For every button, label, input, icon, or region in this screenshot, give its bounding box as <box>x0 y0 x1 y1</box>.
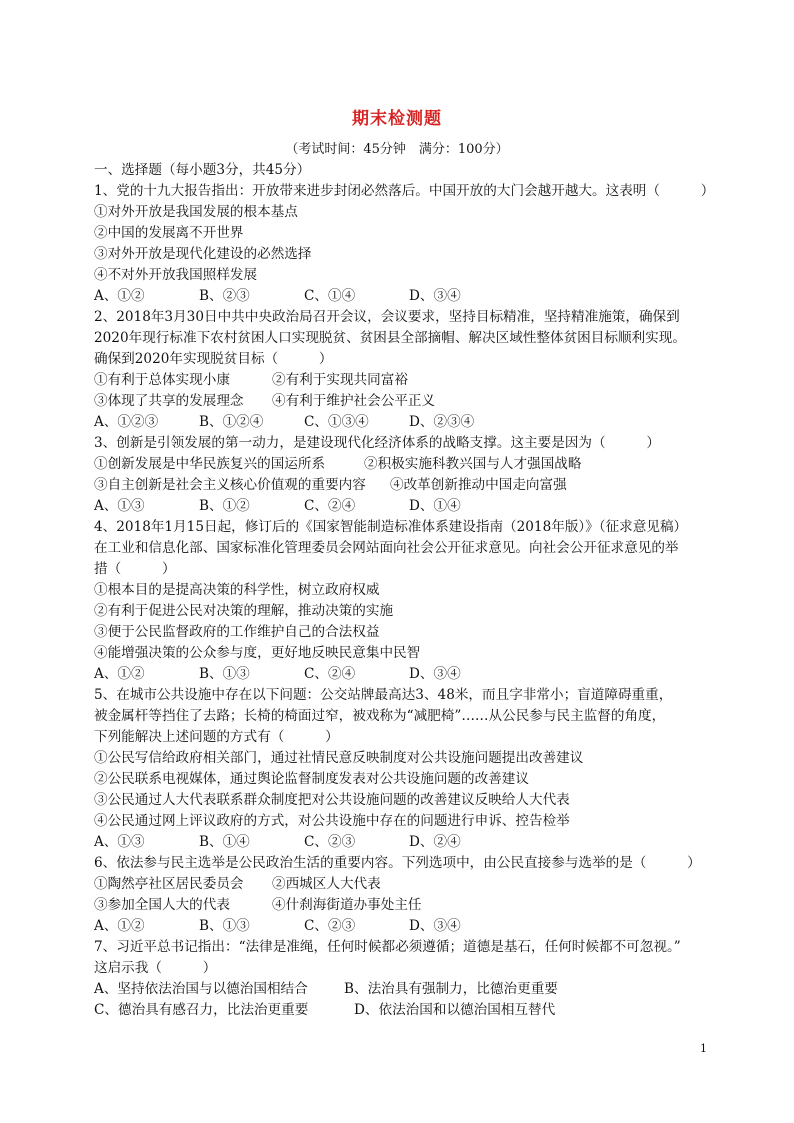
option-c: C、②③ <box>304 834 356 850</box>
question-5-stem: 被金属杆等挡住了去路；长椅的椅面过窄，被戏称为“减肥椅”……从公民参与民主监督的角度， <box>94 708 666 724</box>
question-3-stem: 3、创新是引领发展的第一动力，是建设现代化经济体系的战略支撑。这主要是因为（ ） <box>94 435 660 451</box>
question-7-options-row <box>94 979 726 1000</box>
option-d: D、③④ <box>409 666 461 682</box>
question-4-stem: 在工业和信息化部、国家标准化管理委员会网站面向社会公开征求意见。向社会公开征求意见的举 <box>94 540 679 556</box>
option-a: A、坚持依法治国与以德治国相结合 <box>94 981 308 997</box>
question-2-items-row <box>94 370 726 391</box>
question-1-options <box>94 286 726 307</box>
question-4-item: ③便于公民监督政府的工作维护自己的合法权益 <box>94 624 380 640</box>
option-a: A、①② <box>94 918 145 934</box>
question-3-item: ④改革创新推动中国走向富强 <box>390 477 567 493</box>
question-3-items-row <box>94 454 726 475</box>
question-1-item: ④不对外开放我国照样发展 <box>94 267 258 283</box>
question-6-stem: 6、依法参与民主选举是公民政治生活的重要内容。下列选项中，由公民直接参与选举的是（ ） <box>94 855 701 871</box>
question-2-item: ③体现了共享的发展理念 <box>94 393 244 409</box>
question-4-options <box>94 664 726 685</box>
option-a: A、①③ <box>94 498 145 514</box>
question-2-stem: 确保到2020年实现脱贫目标（ ） <box>94 351 333 367</box>
question-5-item: ②公民联系电视媒体，通过舆论监督制度发表对公共设施问题的改善建议 <box>94 771 529 787</box>
question-3-item: ③自主创新是社会主义核心价值观的重要内容 <box>94 477 366 493</box>
question-2-stem: 2020年现行标准下农村贫困人口实现脱贫、贫困县全部摘帽、解决区域性整体贫困目标顺利实现。 <box>94 330 686 346</box>
question-3-options <box>94 496 726 517</box>
question-4-stem: 措（ ） <box>94 561 176 577</box>
question-6-items-row <box>94 874 726 895</box>
question-2-stem: 2、2018年3月30日中共中央政治局召开会议，会议要求，坚持目标精准，坚持精准施策，确保到 <box>94 309 680 325</box>
option-c: C、①④ <box>304 288 356 304</box>
option-b: B、①③ <box>199 918 250 934</box>
page-title: 期末检测题 <box>352 109 442 129</box>
question-5-stem: 下列能解决上述问题的方式有（ ） <box>94 729 339 745</box>
option-b: B、①② <box>199 498 250 514</box>
question-3-items-row <box>94 475 726 496</box>
question-3-item: ②积极实施科教兴国与人才强国战略 <box>364 456 582 472</box>
option-d: D、②④ <box>409 834 461 850</box>
exam-info: （考试时间：45分钟 满分：100分） <box>285 142 509 157</box>
option-c: C、德治具有感召力，比法治更重要 <box>94 1002 309 1018</box>
option-d: D、③④ <box>409 288 461 304</box>
option-a: A、①②③ <box>94 414 159 430</box>
option-d: D、①④ <box>409 498 461 514</box>
question-1-stem: 1、党的十九大报告指出：开放带来进步封闭必然落后。中国开放的大门会越开越大。这表明（ ） <box>94 183 715 199</box>
option-a: A、①② <box>94 288 145 304</box>
option-c: C、①③④ <box>304 414 369 430</box>
question-2-item: ①有利于总体实现小康 <box>94 372 230 388</box>
question-5-item: ③公民通过人大代表联系群众制度把对公共设施问题的改善建议反映给人大代表 <box>94 792 570 808</box>
option-a: A、①② <box>94 666 145 682</box>
question-5-item: ④公民通过网上评议政府的方式，对公共设施中存在的问题进行申诉、控告检举 <box>94 813 570 829</box>
question-6-options <box>94 916 726 937</box>
option-b: B、①④ <box>199 834 250 850</box>
option-b: B、①③ <box>199 666 250 682</box>
question-7-stem: 这启示我（ ） <box>94 960 217 976</box>
question-4-item: ④能增强决策的公众参与度，更好地反映民意集中民智 <box>94 645 421 661</box>
option-c: C、②④ <box>304 498 356 514</box>
question-5-item: ①公民写信给政府相关部门，通过社情民意反映制度对公共设施问题提出改善建议 <box>94 750 584 766</box>
question-body <box>94 160 726 1021</box>
question-1-item: ③对外开放是现代化建设的必然选择 <box>94 246 312 262</box>
option-c: C、②④ <box>304 666 356 682</box>
section-heading: 一、选择题（每小题3分，共45分） <box>94 162 311 178</box>
question-4-item: ②有利于促进公民对决策的理解，推动决策的实施 <box>94 603 394 619</box>
option-a: A、①③ <box>94 834 145 850</box>
question-3-item: ①创新发展是中华民族复兴的国运所系 <box>94 456 326 472</box>
question-2-items-row <box>94 391 726 412</box>
question-7-options-row <box>94 1000 726 1021</box>
question-6-item: ④什刹海街道办事处主任 <box>272 897 422 913</box>
question-6-item: ③参加全国人大的代表 <box>94 897 230 913</box>
question-6-items-row <box>94 895 726 916</box>
question-4-stem: 4、2018年1月15日起，修订后的《国家智能制造标准体系建设指南（2018年版）》（征求意见稿） <box>94 519 688 535</box>
option-b: B、①②④ <box>199 414 264 430</box>
question-2-options <box>94 412 726 433</box>
question-2-item: ④有利于维护社会公平正义 <box>272 393 436 409</box>
question-4-item: ①根本目的是提高决策的科学性，树立政府权威 <box>94 582 380 598</box>
question-2-item: ②有利于实现共同富裕 <box>272 372 408 388</box>
option-d: D、③④ <box>409 918 461 934</box>
question-7-stem: 7、习近平总书记指出：“法律是准绳，任何时候都必须遵循；道德是基石，任何时候都不可忽视。” <box>94 939 681 955</box>
question-1-item: ①对外开放是我国发展的根本基点 <box>94 204 298 220</box>
option-c: C、②③ <box>304 918 356 934</box>
option-b: B、法治具有强制力，比德治更重要 <box>344 981 558 997</box>
option-d: D、②③④ <box>409 414 475 430</box>
option-b: B、②③ <box>199 288 250 304</box>
question-5-stem: 5、在城市公共设施中存在以下问题：公交站牌最高达3、48米，而且字非常小；盲道障碍重重， <box>94 687 673 703</box>
option-d: D、依法治国和以德治国相互替代 <box>354 1002 556 1018</box>
question-5-options <box>94 832 726 853</box>
question-6-item: ①陶然亭社区居民委员会 <box>94 876 244 892</box>
question-6-item: ②西城区人大代表 <box>272 876 381 892</box>
page-number: 1 <box>700 1042 707 1055</box>
question-1-item: ②中国的发展离不开世界 <box>94 225 244 241</box>
